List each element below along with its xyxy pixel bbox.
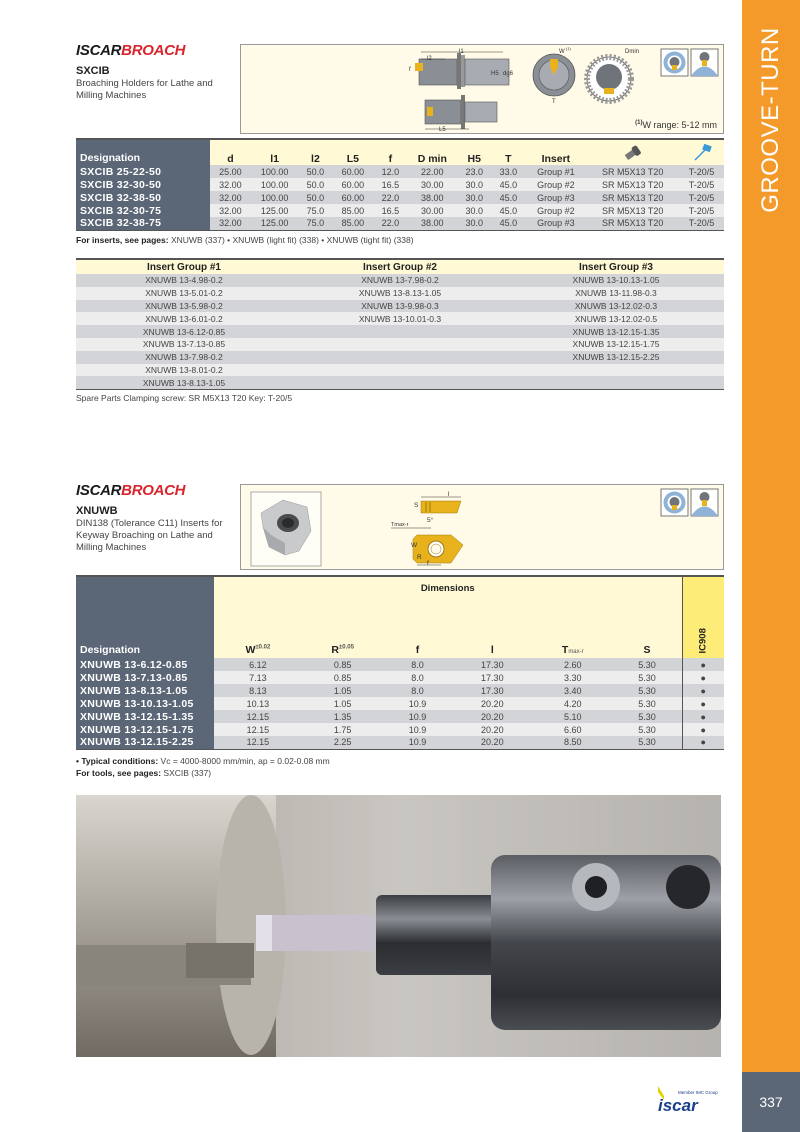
workpiece-section-view — [587, 57, 631, 101]
value-cell: 1.35 — [302, 710, 384, 723]
insert-group-cell: XNUWB 13-7.98-0.2 — [361, 275, 439, 286]
table-row — [76, 178, 724, 191]
insert-diagram — [240, 484, 724, 570]
value-cell: 5.30 — [613, 697, 683, 710]
insert-group-cell: XNUWB 13-12.02-0.5 — [574, 313, 658, 324]
svg-text:Tmax-r: Tmax-r — [391, 522, 409, 528]
designation-cell: SXCIB 32-38-75 — [76, 217, 210, 230]
designation-cell: SXCIB 32-38-50 — [76, 191, 210, 204]
value-cell: T-20/5 — [679, 191, 724, 204]
value-cell: 125.00 — [251, 217, 299, 230]
svg-text:H5: H5 — [491, 71, 499, 77]
svg-text:l2: l2 — [427, 56, 432, 62]
designation-cell: SXCIB 25-22-50 — [76, 165, 210, 178]
page-number: 337 — [742, 1072, 800, 1132]
table-row — [76, 684, 724, 697]
product-code-xnuwb: XNUWB — [76, 505, 118, 517]
value-cell: 0.85 — [302, 658, 384, 671]
svg-text:R: R — [417, 554, 422, 561]
value-cell: 20.20 — [452, 723, 533, 736]
value-cell: 1.05 — [302, 697, 384, 710]
value-cell: 5.30 — [613, 658, 683, 671]
svg-text:(1): (1) — [566, 46, 571, 51]
svg-text:S: S — [414, 502, 419, 509]
value-cell: 2.60 — [533, 658, 612, 671]
product-description-xnuwb: DIN138 (Tolerance C11) Inserts for Keyway Broaching on Lathe and Milling Machines — [76, 518, 223, 553]
value-cell: 20.20 — [452, 736, 533, 749]
value-cell: 10.9 — [383, 710, 451, 723]
insert-group-cell: XNUWB 13-7.98-0.2 — [145, 352, 223, 363]
typical-conditions-note: • Typical conditions: Vc = 4000-8000 mm/min, ap = 0.02-0.08 mm — [76, 756, 330, 766]
brand-logo-1: ISCARBROACH — [76, 42, 186, 59]
value-cell: 30.00 — [407, 204, 457, 217]
holder-front-view — [533, 54, 575, 96]
designation-cell: XNUWB 13-12.15-2.25 — [76, 736, 214, 749]
value-cell: 30.0 — [457, 178, 491, 191]
insert-group-cell: XNUWB 13-6.12-0.85 — [142, 326, 226, 337]
footer-logo-name: iscar — [658, 1096, 698, 1114]
screw-icon — [622, 144, 644, 162]
side-tab-label-wrap — [742, 0, 800, 240]
insert-group-cell: XNUWB 13-12.02-0.3 — [574, 300, 658, 311]
svg-text:5°: 5° — [427, 517, 434, 524]
external-broaching-icon — [691, 49, 718, 76]
col-screw — [586, 139, 679, 165]
insert-group-row — [76, 351, 724, 364]
value-cell: T-20/5 — [679, 165, 724, 178]
value-cell: 12.15 — [214, 710, 302, 723]
grade-availability-cell: ● — [682, 723, 724, 736]
group-2-header: Insert Group #2 — [363, 261, 437, 273]
value-cell: SR M5X13 T20 — [586, 178, 679, 191]
insert-group-row — [76, 300, 724, 313]
insert-group-cell: XNUWB 13-8.01-0.2 — [145, 364, 223, 375]
col-h5: H5 — [457, 139, 491, 165]
value-cell: 0.85 — [302, 671, 384, 684]
table-row — [76, 723, 724, 736]
value-cell: 100.00 — [251, 178, 299, 191]
designation-cell: XNUWB 13-8.13-1.05 — [76, 684, 214, 697]
dimension-col-header: Tmax-r — [533, 600, 612, 658]
value-cell: 8.13 — [214, 684, 302, 697]
grade-label: IC908 — [697, 628, 709, 654]
value-cell: T-20/5 — [679, 178, 724, 191]
insert-top-view — [421, 497, 461, 513]
value-cell: 75.0 — [298, 217, 332, 230]
value-cell: 100.00 — [251, 165, 299, 178]
brand-logo-2: ISCARBROACH — [76, 482, 186, 499]
value-cell: 5.30 — [613, 723, 683, 736]
value-cell: 17.30 — [452, 658, 533, 671]
value-cell: 50.0 — [298, 191, 332, 204]
internal-broaching-icon — [661, 49, 688, 76]
value-cell: 32.00 — [210, 191, 251, 204]
value-cell: 22.0 — [373, 191, 407, 204]
col-f: f — [373, 139, 407, 165]
col-d: d — [210, 139, 251, 165]
grade-availability-cell: ● — [682, 736, 724, 749]
value-cell: 60.00 — [332, 178, 373, 191]
value-cell: 3.30 — [533, 671, 612, 684]
value-cell: 8.50 — [533, 736, 612, 749]
svg-text:T: T — [552, 99, 556, 105]
product-code-sxcib: SXCIB — [76, 65, 110, 77]
value-cell: 32.00 — [210, 204, 251, 217]
value-cell: 10.9 — [383, 736, 451, 749]
designation-cell: SXCIB 32-30-75 — [76, 204, 210, 217]
value-cell: 45.0 — [491, 217, 525, 230]
designation-cell: XNUWB 13-6.12-0.85 — [76, 658, 214, 671]
value-cell: T-20/5 — [679, 204, 724, 217]
insert-group-cell: XNUWB 13-5.01-0.2 — [145, 288, 223, 299]
holder-side-view — [415, 52, 509, 129]
table-row — [76, 710, 724, 723]
value-cell: T-20/5 — [679, 217, 724, 230]
value-cell: 50.0 — [298, 165, 332, 178]
value-cell: 12.15 — [214, 723, 302, 736]
value-cell: 8.0 — [383, 671, 451, 684]
value-cell: SR M5X13 T20 — [586, 191, 679, 204]
group-1-header: Insert Group #1 — [147, 261, 221, 273]
side-tab-label: GROOVE-TURN — [757, 27, 784, 213]
table-row — [76, 736, 724, 749]
svg-text:dg6: dg6 — [503, 71, 514, 77]
insert-group-cell: XNUWB 13-9.98-0.3 — [361, 300, 439, 311]
value-cell: 85.00 — [332, 217, 373, 230]
group-3-header: Insert Group #3 — [579, 261, 653, 273]
key-icon — [691, 144, 713, 162]
col-l5: L5 — [332, 139, 373, 165]
value-cell: 10.9 — [383, 697, 451, 710]
product-description-sxcib: Broaching Holders for Lathe and Milling Machines — [76, 78, 213, 101]
value-cell: 100.00 — [251, 191, 299, 204]
value-cell: 5.30 — [613, 671, 683, 684]
value-cell: 45.0 — [491, 191, 525, 204]
value-cell: 22.0 — [373, 217, 407, 230]
designation-cell: XNUWB 13-7.13-0.85 — [76, 671, 214, 684]
value-cell: SR M5X13 T20 — [586, 165, 679, 178]
svg-text:W: W — [559, 49, 565, 55]
insert-group-cell: XNUWB 13-12.15-1.75 — [572, 339, 660, 350]
broaching-operation-photo — [76, 795, 721, 1057]
col-grade-ic908 — [682, 576, 724, 658]
insert-group-cell: XNUWB 13-10.01-0.3 — [358, 313, 442, 324]
dimension-col-header: f — [383, 600, 451, 658]
value-cell: 4.20 — [533, 697, 612, 710]
value-cell: 3.40 — [533, 684, 612, 697]
value-cell: 20.20 — [452, 697, 533, 710]
footer-tagline: Member IMC Group — [678, 1090, 718, 1095]
value-cell: 30.00 — [407, 178, 457, 191]
value-cell: 32.00 — [210, 217, 251, 230]
inserts-see-pages-note: For inserts, see pages: XNUWB (337) • XNUWB (light fit) (338) • XNUWB (tight fit) (338) — [76, 235, 414, 245]
insert-group-row — [76, 274, 724, 287]
svg-text:f: f — [427, 560, 429, 567]
value-cell: 85.00 — [332, 204, 373, 217]
value-cell: 5.30 — [613, 684, 683, 697]
grade-availability-cell: ● — [682, 697, 724, 710]
dimensions-group-header: Dimensions — [214, 576, 682, 600]
insert-group-row — [76, 312, 724, 325]
value-cell: 7.13 — [214, 671, 302, 684]
col-l1: l1 — [251, 139, 299, 165]
value-cell: Group #2 — [525, 178, 586, 191]
value-cell: 6.12 — [214, 658, 302, 671]
table-row — [76, 165, 724, 178]
value-cell: 60.00 — [332, 165, 373, 178]
value-cell: 17.30 — [452, 671, 533, 684]
dimension-col-header: l — [452, 600, 533, 658]
insert-group-cell: XNUWB 13-12.15-2.25 — [572, 352, 660, 363]
svg-text:f: f — [409, 67, 411, 73]
designation-cell: XNUWB 13-12.15-1.75 — [76, 723, 214, 736]
value-cell: Group #2 — [525, 204, 586, 217]
table-row — [76, 658, 724, 671]
value-cell: Group #3 — [525, 191, 586, 204]
value-cell: 10.13 — [214, 697, 302, 710]
value-cell: 125.00 — [251, 204, 299, 217]
dimension-col-header: S — [613, 600, 683, 658]
insert-group-cell: XNUWB 13-6.01-0.2 — [145, 313, 223, 324]
insert-group-cell: XNUWB 13-5.98-0.2 — [145, 300, 223, 311]
col-key — [679, 139, 724, 165]
value-cell: 16.5 — [373, 204, 407, 217]
value-cell: Group #3 — [525, 217, 586, 230]
value-cell: 12.0 — [373, 165, 407, 178]
value-cell: 30.0 — [457, 217, 491, 230]
col-t: T — [491, 139, 525, 165]
designation-cell: XNUWB 13-10.13-1.05 — [76, 697, 214, 710]
value-cell: SR M5X13 T20 — [586, 204, 679, 217]
value-cell: SR M5X13 T20 — [586, 217, 679, 230]
insert-group-cell: XNUWB 13-11.98-0.3 — [575, 288, 657, 299]
value-cell: 30.0 — [457, 191, 491, 204]
table-row — [76, 204, 724, 217]
svg-text:W: W — [411, 542, 418, 549]
value-cell: 50.0 — [298, 178, 332, 191]
insert-group-cell: XNUWB 13-4.98-0.2 — [145, 275, 223, 286]
value-cell: 2.25 — [302, 736, 384, 749]
grade-availability-cell: ● — [682, 671, 724, 684]
table-row — [76, 697, 724, 710]
value-cell: 32.00 — [210, 178, 251, 191]
insert-group-row — [76, 325, 724, 338]
value-cell: 1.75 — [302, 723, 384, 736]
value-cell: 38.00 — [407, 217, 457, 230]
value-cell: 45.0 — [491, 178, 525, 191]
insert-group-cell: XNUWB 13-8.13-1.05 — [358, 288, 442, 299]
value-cell: 10.9 — [383, 723, 451, 736]
value-cell: Group #1 — [525, 165, 586, 178]
value-cell: 5.10 — [533, 710, 612, 723]
value-cell: 60.00 — [332, 191, 373, 204]
col-dmin: D min — [407, 139, 457, 165]
grade-availability-cell: ● — [682, 710, 724, 723]
insert-groups-header — [76, 260, 724, 274]
insert-group-row — [76, 376, 724, 389]
insert-groups-table — [76, 258, 724, 390]
value-cell: 12.15 — [214, 736, 302, 749]
value-cell: 5.30 — [613, 710, 683, 723]
value-cell: 8.0 — [383, 658, 451, 671]
w-range-note: $^{(1)}$W range: 5-12 mm — [635, 120, 717, 130]
grade-availability-cell: ● — [682, 684, 724, 697]
col-l2: l2 — [298, 139, 332, 165]
svg-text:l1: l1 — [459, 49, 464, 55]
insert-group-cell: XNUWB 13-8.13-1.05 — [142, 377, 226, 388]
insert-group-cell: XNUWB 13-7.13-0.85 — [142, 339, 226, 350]
value-cell: 45.0 — [491, 204, 525, 217]
insert-group-cell: XNUWB 13-10.13-1.05 — [572, 275, 660, 286]
insert-group-cell: XNUWB 13-12.15-1.35 — [572, 326, 660, 337]
col-insert: Insert — [525, 139, 586, 165]
insert-group-row — [76, 287, 724, 300]
table-row — [76, 217, 724, 230]
internal-broaching-icon-2 — [661, 489, 688, 516]
value-cell: 22.00 — [407, 165, 457, 178]
value-cell: 20.20 — [452, 710, 533, 723]
value-cell: 17.30 — [452, 684, 533, 697]
dimension-col-header: $W^{\pm 0.02}$ — [214, 600, 302, 658]
insert-photo — [251, 492, 321, 566]
designation-cell: XNUWB 13-12.15-1.35 — [76, 710, 214, 723]
value-cell: 23.0 — [457, 165, 491, 178]
svg-text:l: l — [448, 491, 450, 498]
col-designation: Designation — [76, 139, 210, 165]
table-row — [76, 671, 724, 684]
xnuwb-table — [76, 575, 724, 750]
value-cell: 30.0 — [457, 204, 491, 217]
svg-text:Dmin: Dmin — [625, 49, 640, 55]
value-cell: 33.0 — [491, 165, 525, 178]
value-cell: 75.0 — [298, 204, 332, 217]
insert-group-row — [76, 338, 724, 351]
value-cell: 38.00 — [407, 191, 457, 204]
external-broaching-icon-2 — [691, 489, 718, 516]
value-cell: 6.60 — [533, 723, 612, 736]
value-cell: 25.00 — [210, 165, 251, 178]
col-designation-2: Designation — [76, 576, 214, 658]
value-cell: 16.5 — [373, 178, 407, 191]
svg-text:L5: L5 — [439, 127, 446, 133]
dimension-col-header: $R^{\pm 0.05}$ — [302, 600, 384, 658]
value-cell: 1.05 — [302, 684, 384, 697]
iscar-footer-logo — [656, 1084, 736, 1114]
grade-availability-cell: ● — [682, 658, 724, 671]
spare-parts-note: Spare Parts Clamping screw: SR M5X13 T20 Key: T-20/5 — [76, 393, 293, 403]
designation-cell: SXCIB 32-30-50 — [76, 178, 210, 191]
sxcib-table — [76, 138, 724, 231]
value-cell: 5.30 — [613, 736, 683, 749]
tools-see-pages-note: For tools, see pages: SXCIB (337) — [76, 768, 212, 778]
value-cell: 8.0 — [383, 684, 451, 697]
insert-group-row — [76, 364, 724, 377]
holder-diagram — [240, 44, 724, 134]
table-row — [76, 191, 724, 204]
